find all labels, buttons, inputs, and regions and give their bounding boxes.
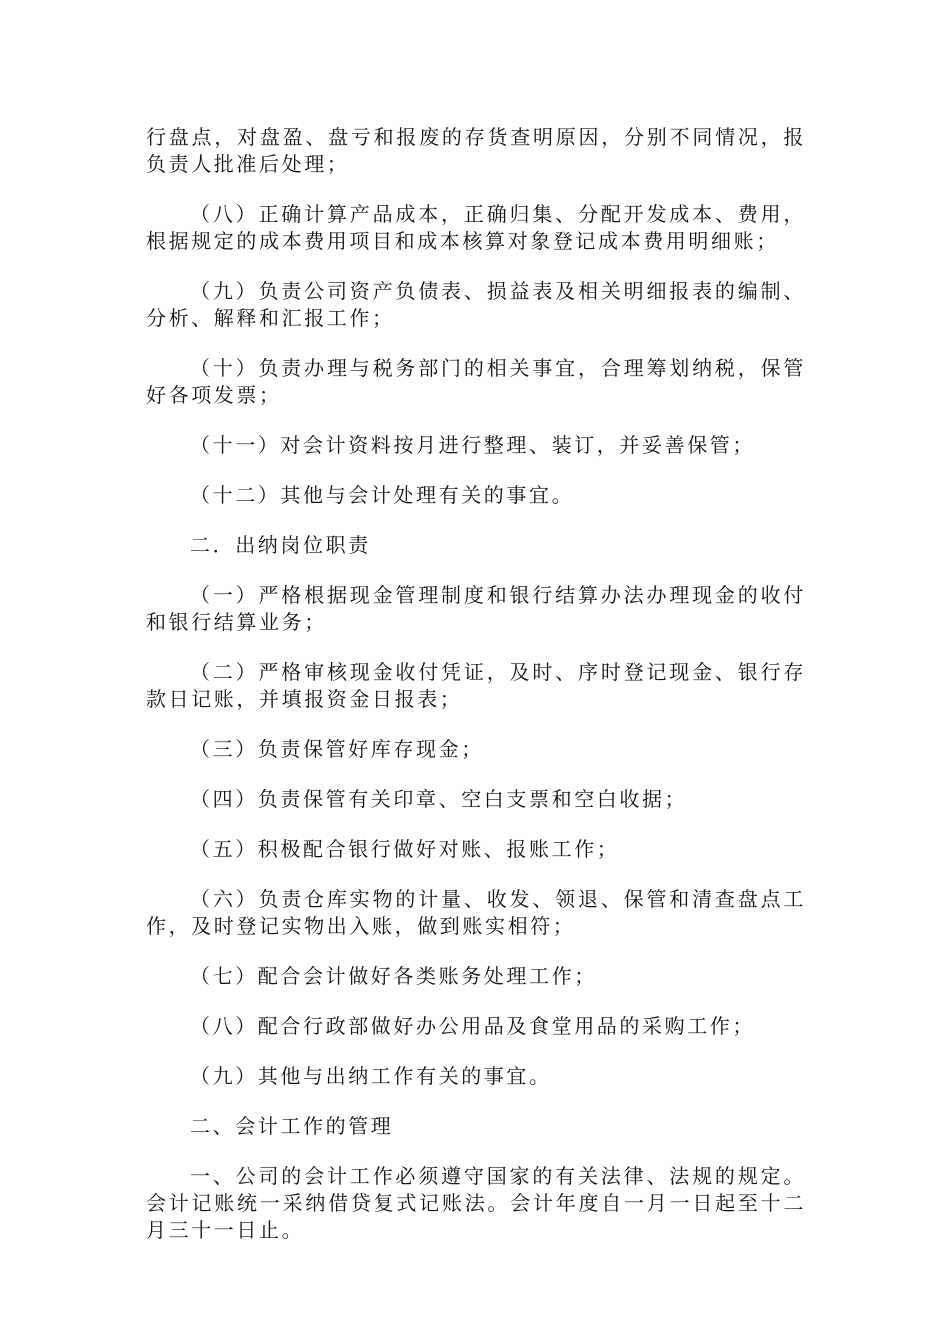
paragraph-continuation: 行盘点，对盘盈、盘亏和报废的存货查明原因，分别不同情况，报负责人批准后处理； <box>146 125 806 176</box>
paragraph-accounting-item-8: （八）正确计算产品成本，正确归集、分配开发成本、费用，根据规定的成本费用项目和成本核算对象登记成本费用明细账； <box>146 202 806 253</box>
paragraph-cashier-item-8: （八）配合行政部做好办公用品及食堂用品的采购工作； <box>190 1014 755 1038</box>
paragraph-accounting-item-10: （十）负责办理与税务部门的相关事宜，合理筹划纳税，保管好各项发票； <box>146 356 806 407</box>
paragraph-cashier-item-3: （三）负责保管好库存现金； <box>190 737 484 761</box>
document-body <box>146 124 806 1267</box>
paragraph-cashier-item-4: （四）负责保管有关印章、空白支票和空白收据； <box>190 787 688 811</box>
paragraph-cashier-item-9: （九）其他与出纳工作有关的事宜。 <box>190 1064 552 1088</box>
paragraph-accounting-item-9: （九）负责公司资产负债表、损益表及相关明细报表的编制、分析、解释和汇报工作； <box>146 279 806 330</box>
paragraph-cashier-item-1: （一）严格根据现金管理制度和银行结算办法办理现金的收付和银行结算业务； <box>146 583 806 634</box>
paragraph-cashier-item-6: （六）负责仓库实物的计量、收发、领退、保管和清查盘点工作，及时登记实物出入账，做到账实相符； <box>146 887 806 938</box>
section-heading-accounting-management: 二、会计工作的管理 <box>190 1114 394 1138</box>
section-heading-cashier-duties: 二．出纳岗位职责 <box>190 533 371 557</box>
paragraph-cashier-item-7: （七）配合会计做好各类账务处理工作； <box>190 964 597 988</box>
paragraph-accounting-item-12: （十二）其他与会计处理有关的事宜。 <box>190 483 575 507</box>
paragraph-accounting-item-11: （十一）对会计资料按月进行整理、装订，并妥善保管； <box>190 433 755 457</box>
paragraph-cashier-item-2: （二）严格审核现金收付凭证，及时、序时登记现金、银行存款日记账，并填报资金日报表； <box>146 660 806 711</box>
paragraph-management-item-1: 一、公司的会计工作必须遵守国家的有关法律、法规的规定。会计记账统一采纳借贷复式记账法。会计年度自一月一日起至十二月三十一日止。 <box>146 1164 806 1242</box>
paragraph-cashier-item-5: （五）积极配合银行做好对账、报账工作； <box>190 837 620 861</box>
